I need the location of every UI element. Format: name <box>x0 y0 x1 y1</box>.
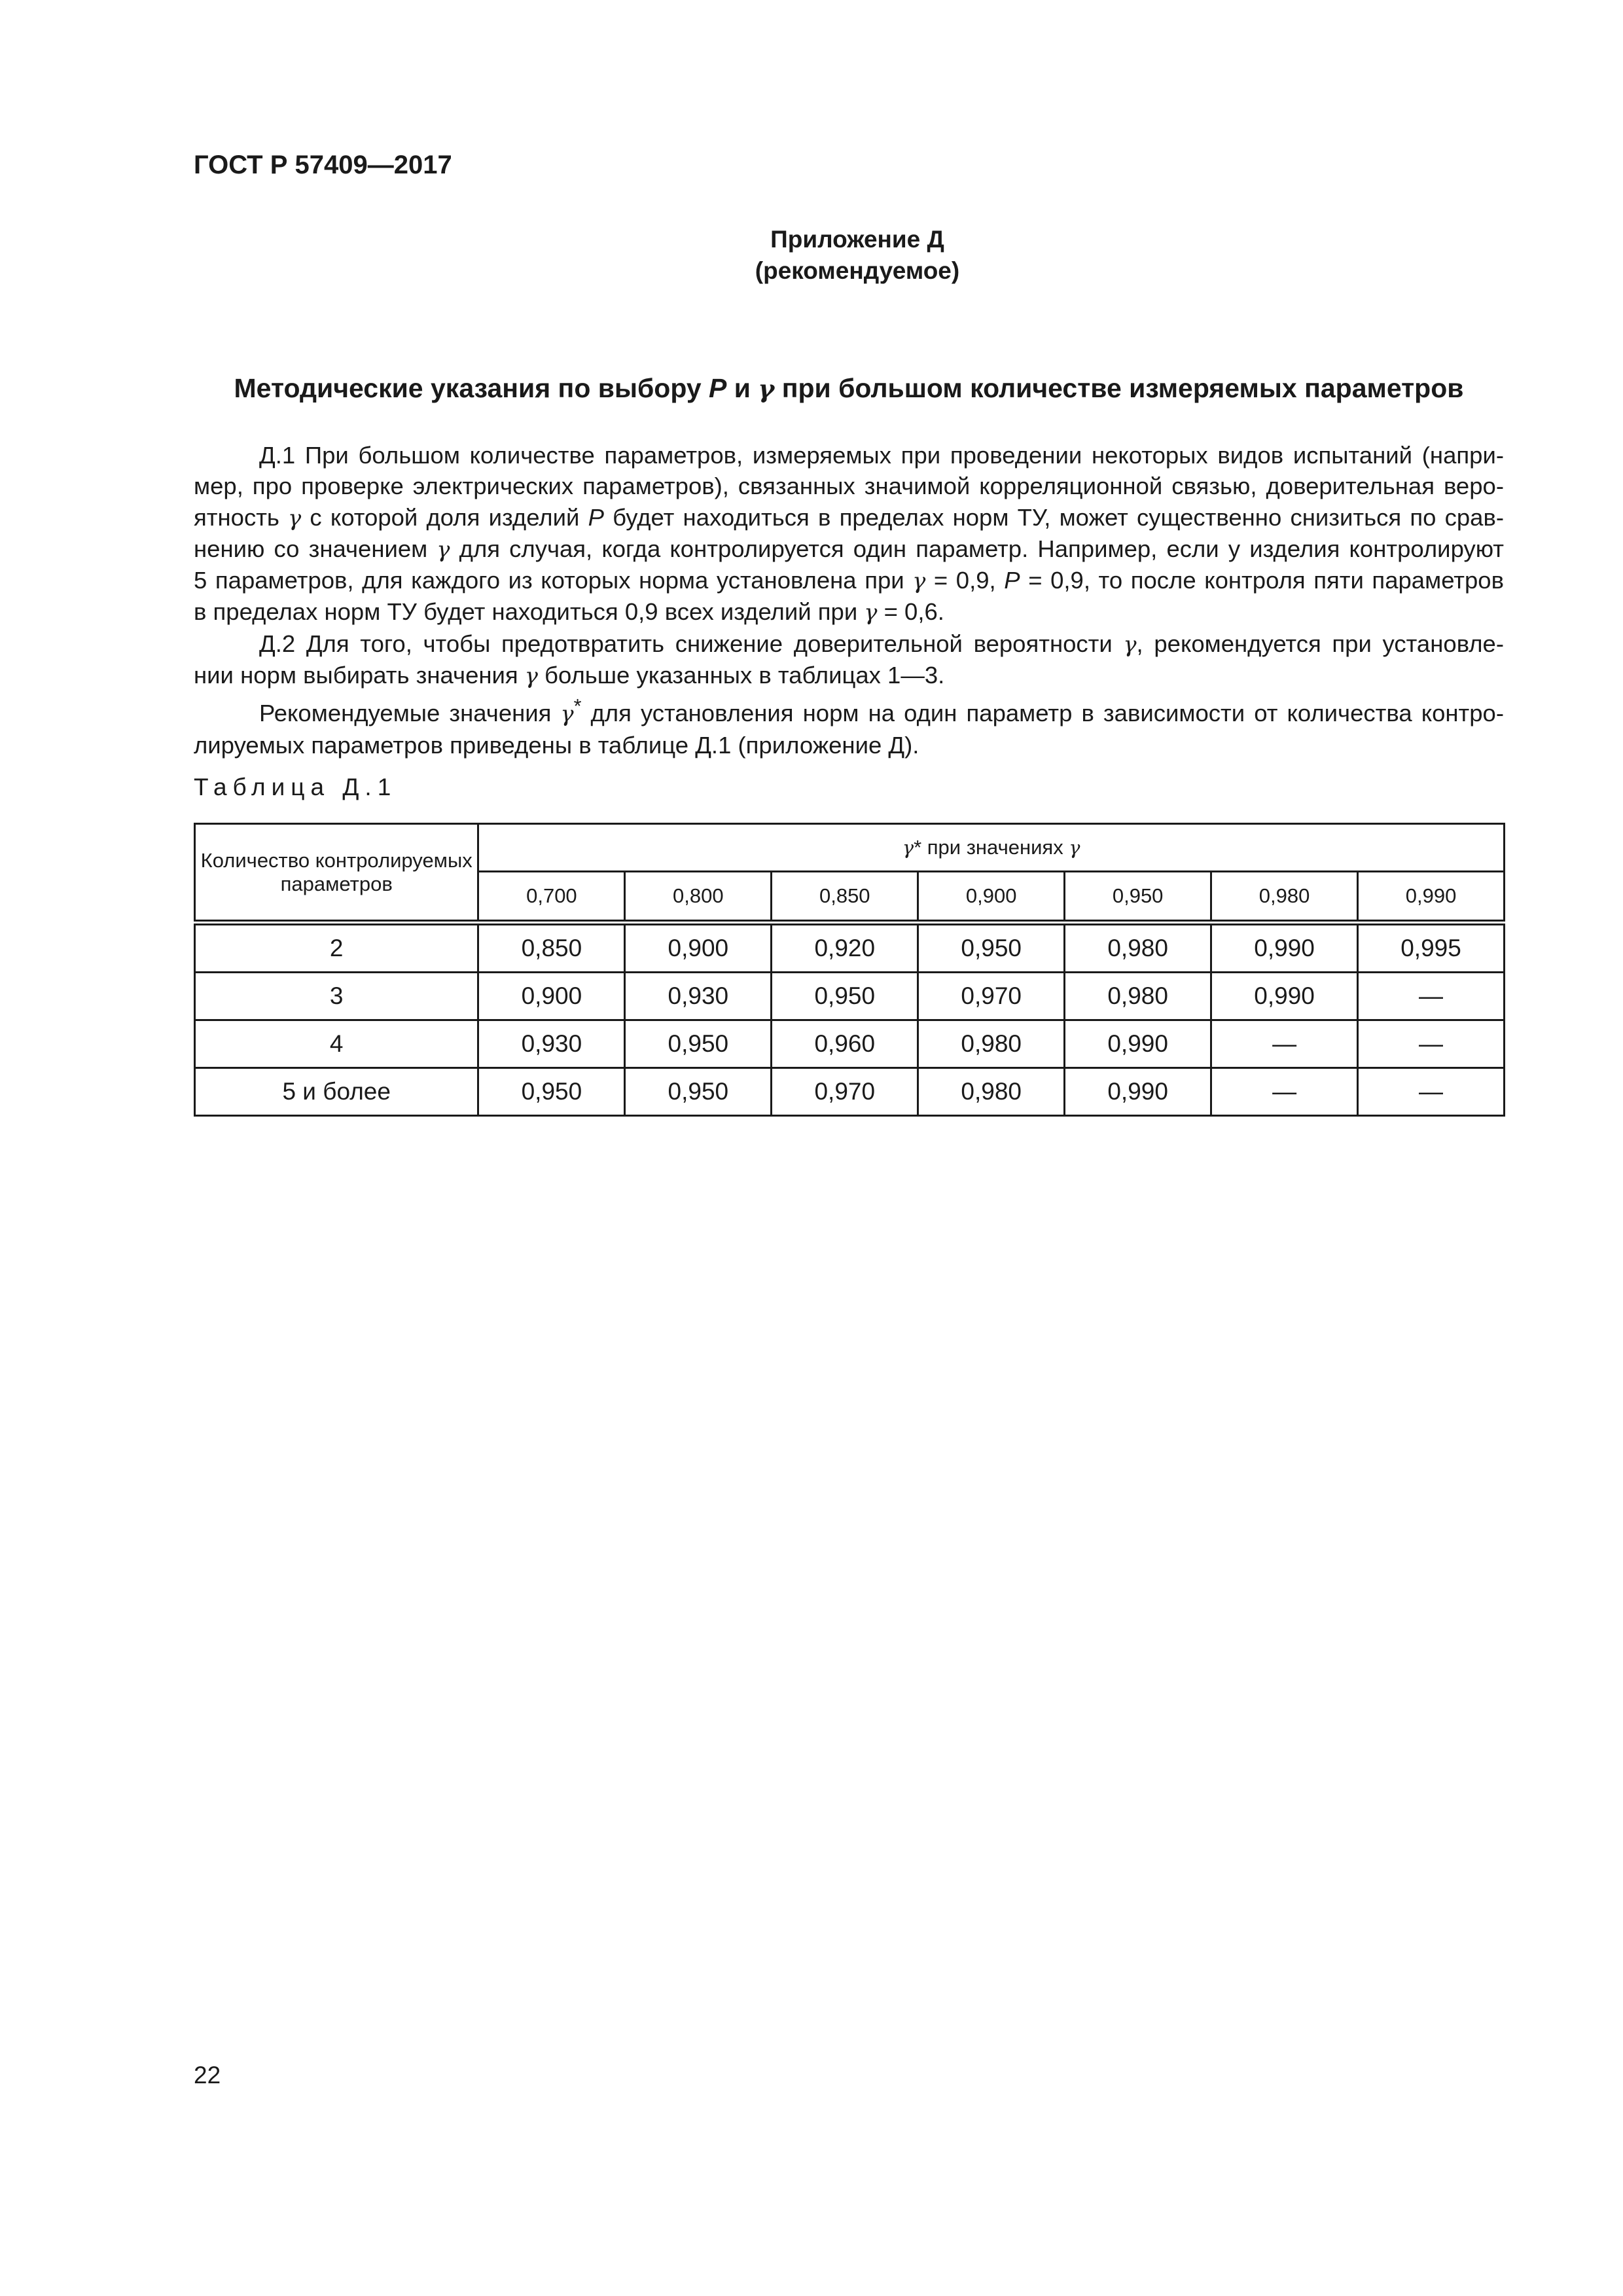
table-cell: 0,950 <box>625 1020 772 1068</box>
table-cell: 0,850 <box>478 923 625 973</box>
paragraph-line <box>194 628 1504 660</box>
table-cell: 0,980 <box>918 1068 1065 1116</box>
text-run: ятность <box>194 503 289 531</box>
gamma-value-header: 0,990 <box>1358 872 1505 923</box>
heading-text-1: Методические указания по выбору <box>234 373 709 403</box>
text-run: нению со значением <box>194 535 437 562</box>
symbol-gamma: γ <box>1123 631 1137 657</box>
table-cell: 0,990 <box>1211 923 1358 973</box>
text-run: = 0,6. <box>877 598 944 626</box>
paragraph-line <box>194 502 1504 533</box>
table-cell: 0,980 <box>1065 923 1211 973</box>
symbol-p: P <box>1004 567 1020 594</box>
table-cell: — <box>1358 1068 1505 1116</box>
gamma-value-header: 0,900 <box>918 872 1065 923</box>
paragraph-d2 <box>194 628 1504 692</box>
table-cell: 0,900 <box>478 973 625 1020</box>
symbol-gamma: γ <box>1069 837 1080 859</box>
symbol-gamma: γ <box>560 701 574 727</box>
table-cell: 0,950 <box>625 1068 772 1116</box>
table-cell: 0,990 <box>1065 1068 1211 1116</box>
heading-text-2: и <box>726 373 758 403</box>
text-run: для случая, когда контролируется один параметр. Например, если у изделия контролируют <box>450 535 1505 562</box>
heading-text-3: при большом количестве измеряемых параметров <box>774 373 1464 403</box>
gamma-value-header: 0,700 <box>478 872 625 923</box>
text-run: с которой доля изделий <box>301 503 588 531</box>
column-header-gamma <box>478 824 1505 872</box>
symbol-gamma: γ <box>524 663 538 689</box>
table-label: Таблица Д.1 <box>194 774 397 800</box>
symbol-gamma: γ <box>437 536 450 562</box>
table-cell: 0,960 <box>772 1020 918 1068</box>
column-header-count: Количество контролируемых параметров <box>195 824 478 923</box>
row-count-cell: 5 и более <box>195 1068 478 1116</box>
table-row <box>195 973 1505 1020</box>
table-cell: 0,950 <box>772 973 918 1020</box>
row-count-cell: 3 <box>195 973 478 1020</box>
table-cell: 0,980 <box>918 1020 1065 1068</box>
data-table <box>194 823 1505 1117</box>
table-cell: 0,950 <box>918 923 1065 973</box>
paragraph-line: лируемых параметров приведены в таблице Д.1 (приложение Д). <box>194 731 919 759</box>
paragraph-d1 <box>194 440 1504 628</box>
table-cell: — <box>1211 1068 1358 1116</box>
table-cell: 0,990 <box>1211 973 1358 1020</box>
document-code: ГОСТ Р 57409—2017 <box>194 151 452 179</box>
table-cell: — <box>1358 1020 1505 1068</box>
gamma-value-header: 0,980 <box>1211 872 1358 923</box>
annex-status: (рекомендуемое) <box>755 257 960 284</box>
table-cell: 0,920 <box>772 923 918 973</box>
table-cell: 0,990 <box>1065 1020 1211 1068</box>
table-row <box>195 1068 1505 1116</box>
paragraph-d3 <box>194 691 1504 761</box>
heading-symbol-p: P <box>709 373 727 403</box>
text-run: будет находиться в пределах норм ТУ, может существенно снизиться по срав- <box>603 503 1504 531</box>
symbol-gamma: γ <box>912 568 926 594</box>
header-text: * при значениях <box>914 836 1069 859</box>
paragraph-line <box>194 691 1504 729</box>
table-row <box>195 1020 1505 1068</box>
table-cell: — <box>1358 973 1505 1020</box>
asterisk-superscript: * <box>573 695 582 718</box>
symbol-p: P <box>588 503 604 531</box>
text-run: Рекомендуемые значения <box>259 700 561 727</box>
row-count-cell: 4 <box>195 1020 478 1068</box>
text-run: Д.2 Для того, чтобы предотвратить снижение доверительной вероятности <box>259 630 1124 657</box>
table-cell: 0,970 <box>772 1068 918 1116</box>
table-cell: 0,970 <box>918 973 1065 1020</box>
paragraph-line: Д.1 При большом количестве параметров, измеряемых при проведении некоторых видов испытаний (напри- <box>259 442 1504 469</box>
body-text <box>194 440 1504 761</box>
paragraph-line <box>194 533 1504 565</box>
table-cell: 0,930 <box>625 973 772 1020</box>
gamma-value-header: 0,950 <box>1065 872 1211 923</box>
symbol-gamma: γ <box>902 837 914 859</box>
page-number: 22 <box>194 2062 221 2089</box>
table-cell: 0,900 <box>625 923 772 973</box>
symbol-gamma: γ <box>864 600 878 626</box>
text-run: больше указанных в таблицах 1—3. <box>537 662 945 689</box>
section-heading <box>194 373 1504 404</box>
symbol-gamma: γ <box>288 505 302 531</box>
text-run: , рекомендуется при установле- <box>1136 630 1504 657</box>
text-run: 5 параметров, для каждого из которых норма установлена при <box>194 567 913 594</box>
paragraph-line <box>194 660 1504 691</box>
annex-title: Приложение Д <box>770 226 944 253</box>
text-run: = 0,9, то после контроля пяти параметров <box>1020 567 1504 594</box>
text-run: = 0,9, <box>925 567 1005 594</box>
row-count-cell: 2 <box>195 923 478 973</box>
table-cell: 0,980 <box>1065 973 1211 1020</box>
table-cell: — <box>1211 1020 1358 1068</box>
gamma-value-header: 0,850 <box>772 872 918 923</box>
table-row <box>195 923 1505 973</box>
paragraph-line <box>194 596 1504 628</box>
text-run: в пределах норм ТУ будет находиться 0,9 всех изделий при <box>194 598 865 626</box>
gamma-value-header: 0,800 <box>625 872 772 923</box>
heading-symbol-gamma: γ <box>758 374 775 403</box>
table-cell: 0,950 <box>478 1068 625 1116</box>
paragraph-line <box>194 565 1504 596</box>
table-cell: 0,930 <box>478 1020 625 1068</box>
text-run: нии норм выбирать значения <box>194 662 525 689</box>
table-cell: 0,995 <box>1358 923 1505 973</box>
paragraph-line: мер, про проверке электрических параметров), связанных значимой корреляционной связью, доверительная веро- <box>194 473 1504 500</box>
text-run: для установления норм на один параметр в зависимости от количества контро- <box>581 700 1504 727</box>
